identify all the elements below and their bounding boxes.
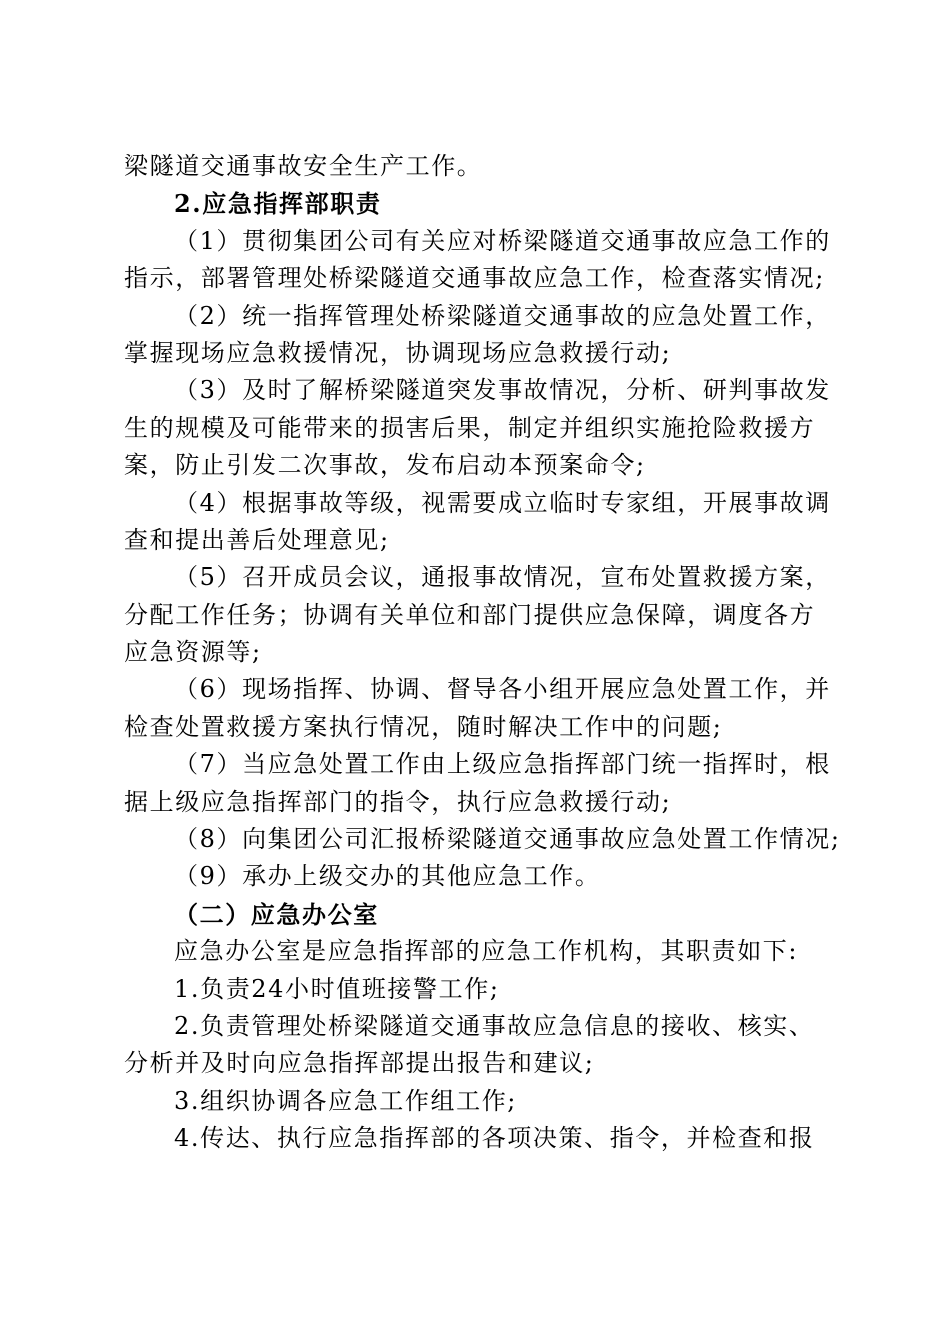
- paragraph-line: （8）向集团公司汇报桥梁隧道交通事故应急处置工作情况;: [174, 825, 841, 854]
- paragraph-line: 分配工作任务；协调有关单位和部门提供应急保障，调度各方: [124, 600, 816, 629]
- paragraph-line: 查和提出善后处理意见;: [124, 525, 390, 554]
- paragraph-line: 生的规模及可能带来的损害后果，制定并组织实施抢险救援方: [124, 413, 816, 442]
- paragraph-line: 案，防止引发二次事故，发布启动本预案命令;: [124, 451, 646, 480]
- paragraph-line: 检查处置救援方案执行情况，随时解决工作中的问题;: [124, 712, 723, 741]
- paragraph-line: 分析并及时向应急指挥部提出报告和建议;: [124, 1049, 595, 1078]
- paragraph-line: （2）统一指挥管理处桥梁隧道交通事故的应急处置工作，: [174, 301, 831, 330]
- paragraph-line: （7）当应急处置工作由上级应急指挥部门统一指挥时，根: [174, 750, 831, 779]
- paragraph-line: 3.组织协调各应急工作组工作;: [174, 1086, 517, 1115]
- paragraph-line: 应急办公室是应急指挥部的应急工作机构，其职责如下:: [174, 937, 799, 966]
- paragraph-line: （5）召开成员会议，通报事故情况，宣布处置救援方案，: [174, 563, 831, 592]
- paragraph-line: 4.传达、执行应急指挥部的各项决策、指令，并检查和报: [174, 1124, 815, 1153]
- paragraph-line: （4）根据事故等级，视需要成立临时专家组，开展事故调: [174, 488, 831, 517]
- paragraph-line: 指示，部署管理处桥梁隧道交通事故应急工作，检查落实情况;: [124, 264, 825, 293]
- paragraph-line: （6）现场指挥、协调、督导各小组开展应急处置工作，并: [174, 675, 831, 704]
- section-heading: （二）应急办公室: [174, 899, 379, 929]
- paragraph-line: （3）及时了解桥梁隧道突发事故情况，分析、研判事故发: [174, 376, 831, 405]
- paragraph-line: 梁隧道交通事故安全生产工作。: [124, 152, 483, 180]
- paragraph-line: 应急资源等;: [124, 638, 262, 667]
- section-heading: 2.应急指挥部职责: [174, 189, 382, 219]
- paragraph-line: 据上级应急指挥部门的指令，执行应急救援行动;: [124, 787, 672, 816]
- paragraph-line: 2.负责管理处桥梁隧道交通事故应急信息的接收、核实、: [174, 1011, 815, 1040]
- paragraph-line: 掌握现场应急救援情况，协调现场应急救援行动;: [124, 338, 672, 367]
- paragraph-line: 1.负责24小时值班接警工作;: [174, 974, 500, 1003]
- paragraph-line: （9）承办上级交办的其他应急工作。: [174, 862, 601, 891]
- document-page: [124, 148, 841, 1158]
- paragraph-line: （1）贯彻集团公司有关应对桥梁隧道交通事故应急工作的: [174, 226, 831, 255]
